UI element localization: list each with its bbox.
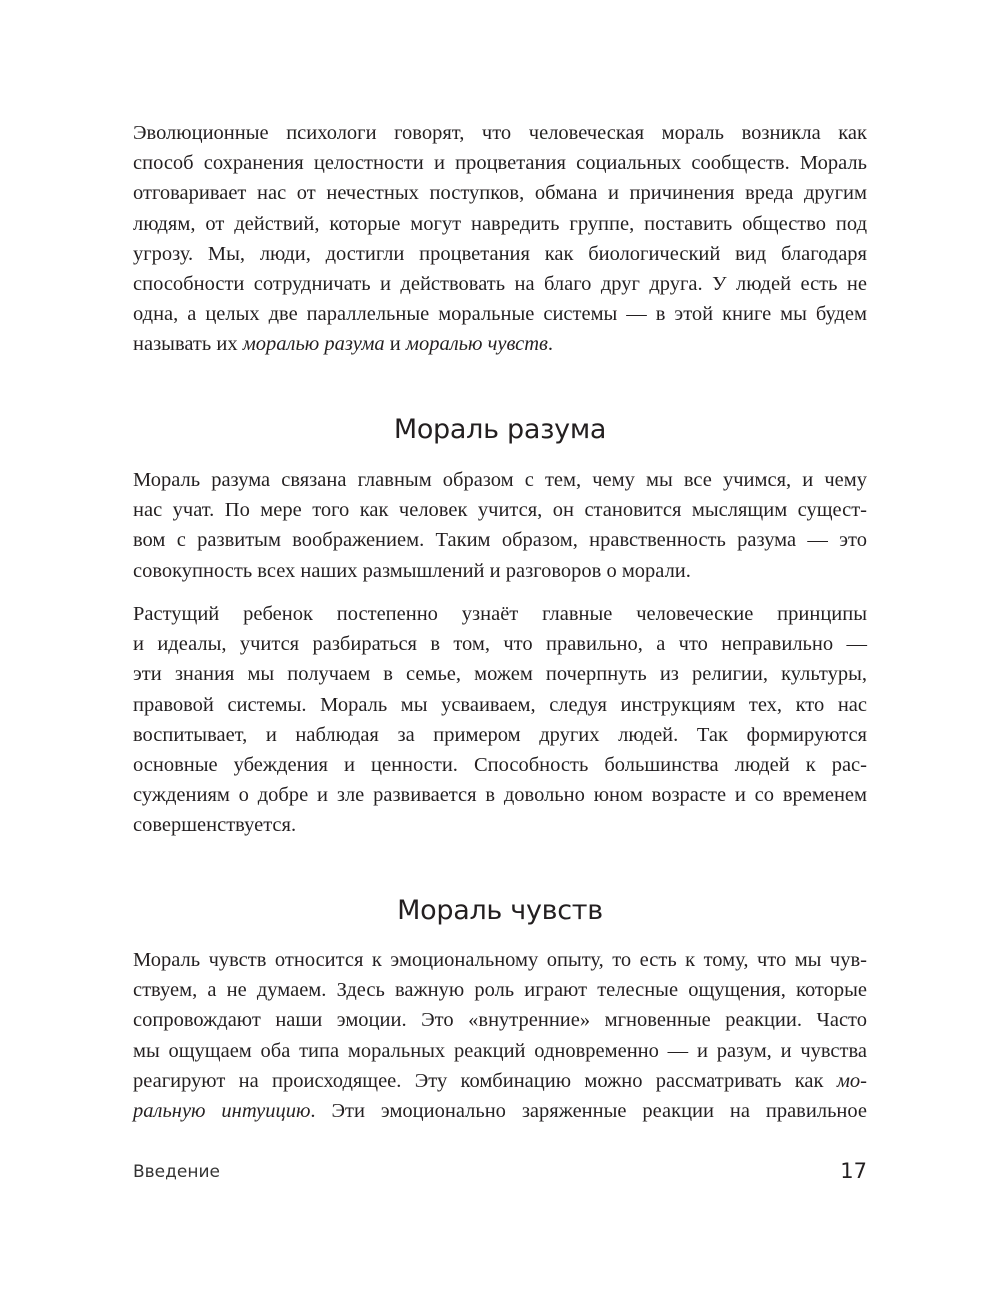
text-line: совершенствуется. [133,814,297,837]
text-line: правовой системы. Мораль мы усваиваем, следуя инструкциям тех, кто нас [133,693,867,716]
text-line: эти знания мы получаем в семье, можем почерпнуть из религии, культуры, [133,663,867,686]
section-heading-reason: Мораль разума [393,414,607,445]
text-line: отговаривает нас от нечестных поступков, обмана и причинения вреда другим [133,182,867,205]
text-fragment: и [384,333,406,356]
feelings-paragraph [133,945,867,1126]
text-line: основные убеждения и ценности. Способность большинства людей к рас- [133,754,867,777]
page-number: 17 [840,1159,867,1183]
text-fragment: . [547,333,554,356]
text-line: ствуем, а не думаем. Здесь важную роль играют телесные ощущения, которые [133,979,867,1002]
text-line: суждениям о добре и зле развивается в довольно юном возрасте и со временем [133,784,867,807]
text-line: сопровождают наши эмоции. Это «внутренние» мгновенные реакции. Часто [133,1009,867,1032]
term-moral-intuition-part2: ральную интуицию [133,1100,311,1123]
section-heading-feelings: Мораль чувств [397,895,603,926]
text-line: и идеалы, учится разбираться в том, что правильно, а что неправильно — [133,633,867,656]
text-line: способ сохранения целостности и процветания социальных сообществ. Мораль [133,152,867,175]
text-line: мы ощущаем оба типа моральных реакций одновременно — и разум, и чувства [133,1039,867,1062]
text-line: Эволюционные психологи говорят, что человеческая мораль возникла как [133,122,867,144]
text-line [133,1096,867,1126]
text-line [133,329,867,359]
text-line: воспитывает, и наблюдая за примером других людей. Так формируются [133,723,867,746]
text-line: нас учат. По мере того как человек учится, он становится мыслящим сущест- [133,499,867,522]
intro-paragraph [133,118,867,360]
text-fragment: . Эти эмоционально заряженные реакции на правильное [310,1100,867,1123]
text-line [133,1066,867,1096]
text-line: одна, а целых две параллельные моральные системы — в этой книге мы будем [133,303,867,326]
text-line: людям, от действий, которые могут навредить группе, поставить общество под [133,212,867,235]
running-footer-section: Введение [133,1162,220,1182]
text-line: угрозу. Мы, люди, достигли процветания как биологический вид благодаря [133,242,867,265]
reason-paragraph-1 [133,465,867,586]
term-morality-of-reason: моралью разума [242,333,385,356]
reason-paragraph-2 [133,599,867,841]
text-line: совокупность всех наших размышлений и разговоров о морали. [133,559,691,582]
term-morality-of-feelings: моралью чувств [405,333,548,356]
text-fragment: называть их [133,333,243,356]
term-moral-intuition-part1: мо- [836,1069,867,1092]
text-fragment: реагируют на происходящее. Эту комбинацию можно рассматривать как [133,1069,837,1092]
text-line: способности сотрудничать и действовать на благо друг друга. У людей есть не [133,273,867,296]
text-line: Мораль разума связана главным образом с тем, чему мы все учимся, и чему [133,469,867,491]
text-line: Мораль чувств относится к эмоциональному опыту, то есть к тому, что мы чув- [133,949,867,971]
text-line: вом с развитым воображением. Таким образом, нравственность разума — это [133,529,867,552]
text-line: Растущий ребенок постепенно узнаёт главные человеческие принципы [133,603,867,625]
